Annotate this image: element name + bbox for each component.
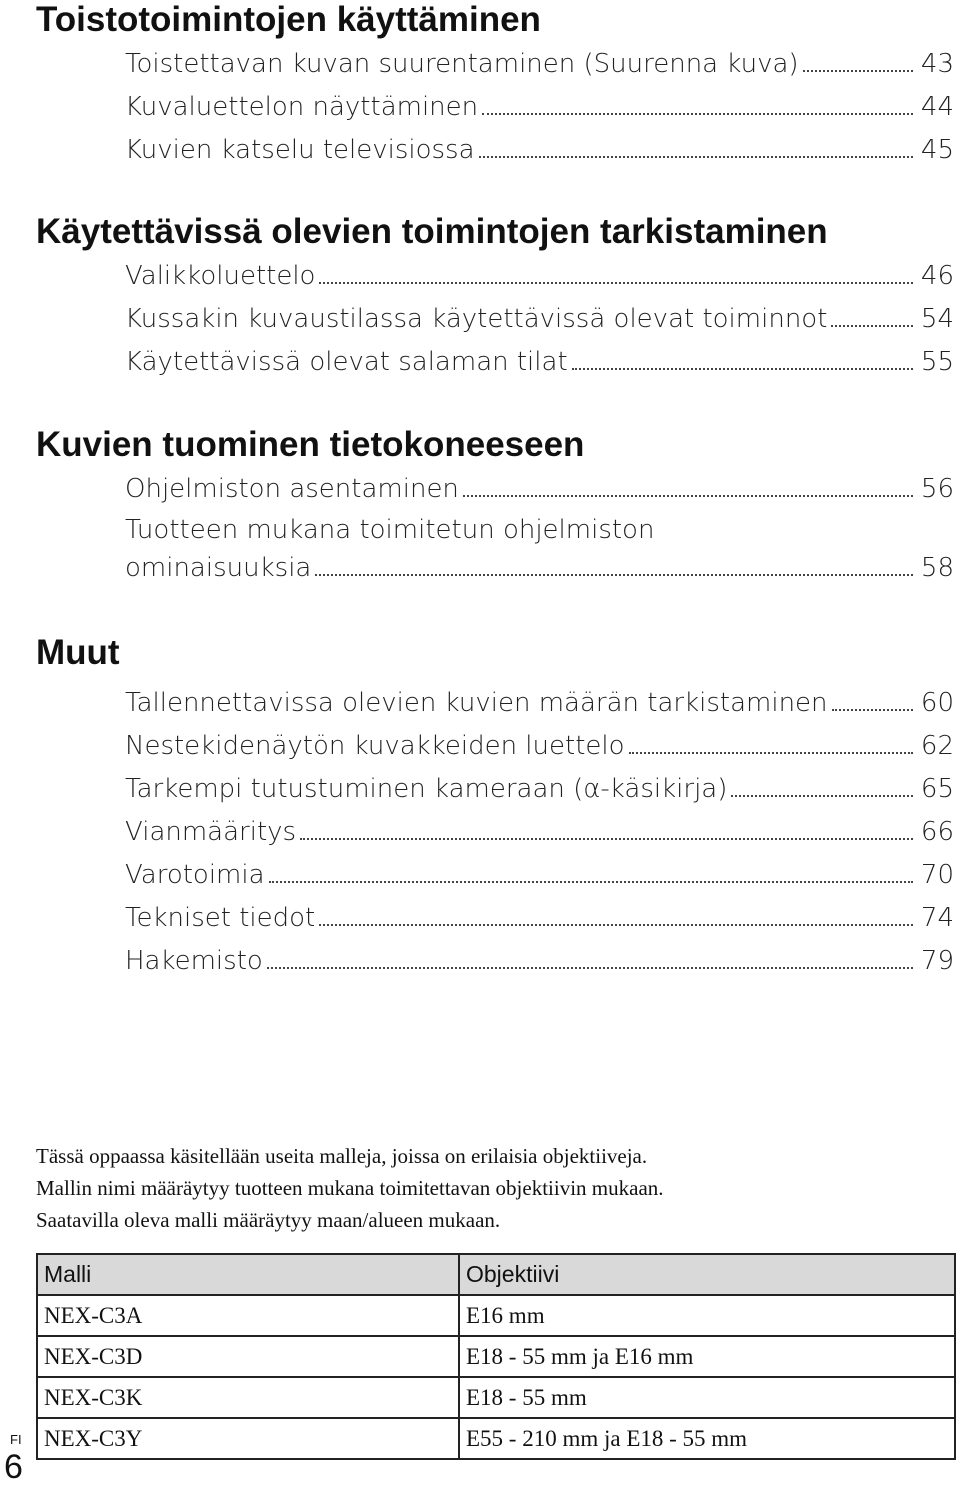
toc-item-text: Kussakin kuvaustilassa käytettävissä olevat toiminnot [125,304,828,334]
page-number: 6 [4,1448,23,1486]
toc-item-text: Tekniset tiedot [125,903,316,933]
table-row [37,1336,955,1377]
toc-page-number: 60 [920,688,954,718]
toc-section-playback [36,0,954,172]
dot-leader [479,134,913,158]
cell-lens: E18 - 55 mm [459,1377,955,1418]
note-line: Tässä oppaassa käsitellään useita malleja, joissa on erilaisia objektiiveja. [36,1144,648,1168]
dot-leader [482,91,913,115]
toc-item [125,682,954,725]
header-lens: Objektiivi [459,1254,955,1295]
toc-item-text: ominaisuuksia [125,553,312,583]
toc-item-text: Hakemisto [125,946,263,976]
dot-leader [463,473,913,497]
table-row [37,1377,955,1418]
toc-list [36,43,954,172]
model-note [36,1140,936,1236]
toc-page-number: 74 [920,903,954,933]
toc-item-text: Kuvaluettelon näyttäminen [125,92,479,122]
toc-page-number: 45 [920,135,954,165]
toc-page-number: 43 [920,49,954,79]
toc-item [125,298,954,341]
toc-item-text: Varotoimia [125,860,265,890]
toc-page-number: 79 [920,946,954,976]
toc-item [125,940,954,983]
toc-item [125,43,954,86]
dot-leader [629,730,913,754]
dot-leader [831,303,913,327]
dot-leader [572,346,913,370]
toc-item [125,86,954,129]
model-lens-table [36,1253,956,1460]
dot-leader [803,48,913,72]
toc-section-computer [36,425,954,587]
toc-page-number: 55 [920,347,954,377]
toc-list [36,255,954,384]
toc-item [125,255,954,298]
toc-item-text: Ohjelmiston asentaminen [125,474,459,504]
table-row [37,1418,955,1459]
toc-page-number: 58 [920,553,954,583]
toc-item-text-line1: Tuotteen mukana toimitetun ohjelmiston [125,515,655,545]
cell-model: NEX-C3K [37,1377,459,1418]
toc-item [125,341,954,384]
cell-model: NEX-C3A [37,1295,459,1336]
section-title: Toistotoimintojen käyttäminen [36,0,541,39]
cell-lens: E16 mm [459,1295,955,1336]
note-line: Saatavilla oleva malli määräytyy maan/alueen mukaan. [36,1208,501,1232]
dot-leader [319,902,913,926]
toc-item [125,897,954,940]
toc-item [125,129,954,172]
header-model: Malli [37,1254,459,1295]
toc-page-number: 65 [920,774,954,804]
section-title: Muut [36,633,120,672]
toc-item-text: Vianmääritys [125,817,297,847]
toc-list [36,682,954,983]
note-line: Mallin nimi määräytyy tuotteen mukana toimitettavan objektiivin mukaan. [36,1176,664,1200]
toc-item-text: Tarkempi tutustuminen kameraan (α-käsikirja) [125,774,728,804]
dot-leader [319,260,912,284]
toc-section-functions [36,212,954,384]
toc-list [36,468,954,587]
toc-item-text: Valikkoluettelo [125,261,316,291]
cell-model: NEX-C3Y [37,1418,459,1459]
dot-leader [731,773,913,797]
toc-item [125,854,954,897]
toc-item-text: Kuvien katselu televisiossa [125,135,475,165]
language-code: FI [10,1432,22,1447]
cell-lens: E18 - 55 mm ja E16 mm [459,1336,955,1377]
dot-leader [267,945,913,969]
table-row [37,1295,955,1336]
toc-page-number: 44 [920,92,954,122]
dot-leader [315,552,913,576]
table-header-row [37,1254,955,1295]
toc-page-number: 54 [920,304,954,334]
dot-leader [269,859,913,883]
dot-leader [832,687,913,711]
toc-page-number: 70 [920,860,954,890]
toc-page-number: 66 [920,817,954,847]
toc-item [125,725,954,768]
cell-lens: E55 - 210 mm ja E18 - 55 mm [459,1418,955,1459]
toc-item [125,768,954,811]
toc-item-text: Käytettävissä olevat salaman tilat [125,347,568,377]
dot-leader [300,816,913,840]
section-title: Kuvien tuominen tietokoneeseen [36,425,585,464]
toc-item [125,811,954,854]
toc-item-text: Toistettavan kuvan suurentaminen (Suurenna kuva) [125,49,799,79]
cell-model: NEX-C3D [37,1336,459,1377]
toc-item [125,468,954,511]
toc-item-text: Tallennettavissa olevien kuvien määrän tarkistaminen [125,688,828,718]
toc-item [125,511,954,587]
toc-page-number: 46 [920,261,954,291]
toc-page-number: 62 [920,731,954,761]
toc-item-text: Nestekidenäytön kuvakkeiden luettelo [125,731,625,761]
toc-page-number: 56 [920,474,954,504]
section-title: Käytettävissä olevien toimintojen tarkistaminen [36,212,828,251]
toc-section-other [36,633,954,983]
